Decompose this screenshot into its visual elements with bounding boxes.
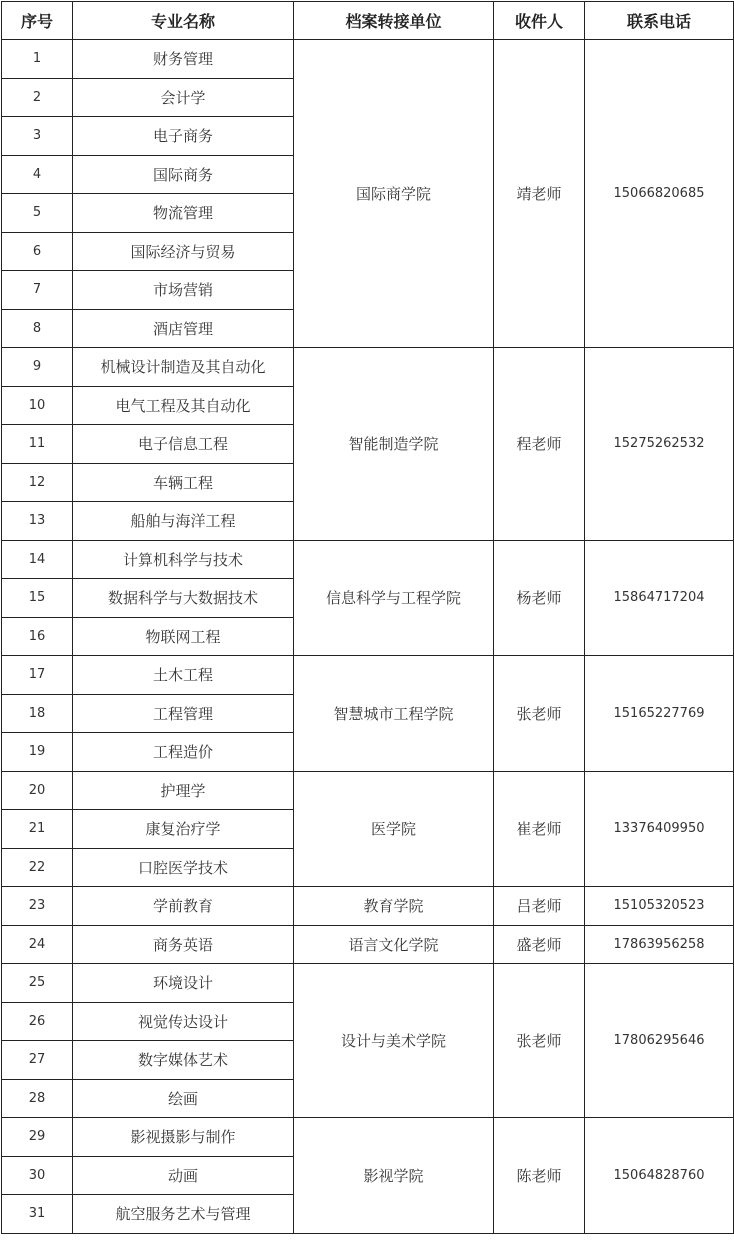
row-index-cell: 21 [2, 810, 73, 849]
header-major: 专业名称 [73, 2, 294, 40]
row-index-cell: 14 [2, 540, 73, 579]
major-name-cell: 工程造价 [73, 733, 294, 772]
major-name-cell: 国际经济与贸易 [73, 232, 294, 271]
major-name-cell: 工程管理 [73, 694, 294, 733]
table-row [2, 348, 734, 387]
row-index-cell: 4 [2, 155, 73, 194]
contact-phone-cell: 17806295646 [585, 964, 734, 1118]
row-index-cell: 16 [2, 617, 73, 656]
major-name-cell: 康复治疗学 [73, 810, 294, 849]
contact-phone-cell: 15275262532 [585, 348, 734, 541]
table-row [2, 540, 734, 579]
recipient-cell: 靖老师 [494, 40, 585, 348]
major-name-cell: 数据科学与大数据技术 [73, 579, 294, 618]
major-name-cell: 市场营销 [73, 271, 294, 310]
major-name-cell: 船舶与海洋工程 [73, 502, 294, 541]
table-row [2, 656, 734, 695]
transfer-unit-cell: 智能制造学院 [294, 348, 494, 541]
recipient-cell: 张老师 [494, 656, 585, 772]
major-name-cell: 计算机科学与技术 [73, 540, 294, 579]
archive-transfer-table [1, 1, 734, 1234]
major-name-cell: 视觉传达设计 [73, 1002, 294, 1041]
major-name-cell: 物联网工程 [73, 617, 294, 656]
header-index: 序号 [2, 2, 73, 40]
transfer-unit-cell: 智慧城市工程学院 [294, 656, 494, 772]
row-index-cell: 26 [2, 1002, 73, 1041]
recipient-cell: 盛老师 [494, 925, 585, 964]
row-index-cell: 2 [2, 78, 73, 117]
row-index-cell: 28 [2, 1079, 73, 1118]
transfer-unit-cell: 设计与美术学院 [294, 964, 494, 1118]
major-name-cell: 数字媒体艺术 [73, 1041, 294, 1080]
row-index-cell: 5 [2, 194, 73, 233]
row-index-cell: 25 [2, 964, 73, 1003]
major-name-cell: 电气工程及其自动化 [73, 386, 294, 425]
major-name-cell: 国际商务 [73, 155, 294, 194]
table-row [2, 964, 734, 1003]
row-index-cell: 29 [2, 1118, 73, 1157]
major-name-cell: 学前教育 [73, 887, 294, 926]
table-row [2, 887, 734, 926]
major-name-cell: 口腔医学技术 [73, 848, 294, 887]
recipient-cell: 张老师 [494, 964, 585, 1118]
major-name-cell: 影视摄影与制作 [73, 1118, 294, 1157]
header-phone: 联系电话 [585, 2, 734, 40]
row-index-cell: 23 [2, 887, 73, 926]
table-row [2, 771, 734, 810]
row-index-cell: 6 [2, 232, 73, 271]
major-name-cell: 环境设计 [73, 964, 294, 1003]
contact-phone-cell: 15105320523 [585, 887, 734, 926]
major-name-cell: 电子信息工程 [73, 425, 294, 464]
recipient-cell: 杨老师 [494, 540, 585, 656]
header-unit: 档案转接单位 [294, 2, 494, 40]
table-row [2, 40, 734, 79]
row-index-cell: 8 [2, 309, 73, 348]
row-index-cell: 13 [2, 502, 73, 541]
row-index-cell: 3 [2, 117, 73, 156]
transfer-unit-cell: 医学院 [294, 771, 494, 887]
row-index-cell: 30 [2, 1156, 73, 1195]
table-body [2, 40, 734, 1234]
major-name-cell: 护理学 [73, 771, 294, 810]
transfer-unit-cell: 影视学院 [294, 1118, 494, 1234]
major-name-cell: 酒店管理 [73, 309, 294, 348]
row-index-cell: 24 [2, 925, 73, 964]
row-index-cell: 18 [2, 694, 73, 733]
row-index-cell: 7 [2, 271, 73, 310]
row-index-cell: 11 [2, 425, 73, 464]
row-index-cell: 20 [2, 771, 73, 810]
transfer-unit-cell: 国际商学院 [294, 40, 494, 348]
row-index-cell: 22 [2, 848, 73, 887]
major-name-cell: 航空服务艺术与管理 [73, 1195, 294, 1234]
row-index-cell: 1 [2, 40, 73, 79]
row-index-cell: 31 [2, 1195, 73, 1234]
header-recipient: 收件人 [494, 2, 585, 40]
row-index-cell: 17 [2, 656, 73, 695]
transfer-unit-cell: 教育学院 [294, 887, 494, 926]
contact-phone-cell: 15064828760 [585, 1118, 734, 1234]
recipient-cell: 崔老师 [494, 771, 585, 887]
contact-phone-cell: 15864717204 [585, 540, 734, 656]
row-index-cell: 9 [2, 348, 73, 387]
major-name-cell: 会计学 [73, 78, 294, 117]
major-name-cell: 土木工程 [73, 656, 294, 695]
table-row [2, 1118, 734, 1157]
recipient-cell: 吕老师 [494, 887, 585, 926]
row-index-cell: 19 [2, 733, 73, 772]
major-name-cell: 电子商务 [73, 117, 294, 156]
major-name-cell: 商务英语 [73, 925, 294, 964]
major-name-cell: 物流管理 [73, 194, 294, 233]
row-index-cell: 27 [2, 1041, 73, 1080]
row-index-cell: 10 [2, 386, 73, 425]
table-header-row [2, 2, 734, 40]
transfer-unit-cell: 信息科学与工程学院 [294, 540, 494, 656]
major-name-cell: 机械设计制造及其自动化 [73, 348, 294, 387]
contact-phone-cell: 13376409950 [585, 771, 734, 887]
major-name-cell: 车辆工程 [73, 463, 294, 502]
major-name-cell: 财务管理 [73, 40, 294, 79]
row-index-cell: 15 [2, 579, 73, 618]
transfer-unit-cell: 语言文化学院 [294, 925, 494, 964]
major-name-cell: 绘画 [73, 1079, 294, 1118]
recipient-cell: 陈老师 [494, 1118, 585, 1234]
recipient-cell: 程老师 [494, 348, 585, 541]
contact-phone-cell: 15066820685 [585, 40, 734, 348]
table-row [2, 925, 734, 964]
contact-phone-cell: 17863956258 [585, 925, 734, 964]
row-index-cell: 12 [2, 463, 73, 502]
contact-phone-cell: 15165227769 [585, 656, 734, 772]
major-name-cell: 动画 [73, 1156, 294, 1195]
